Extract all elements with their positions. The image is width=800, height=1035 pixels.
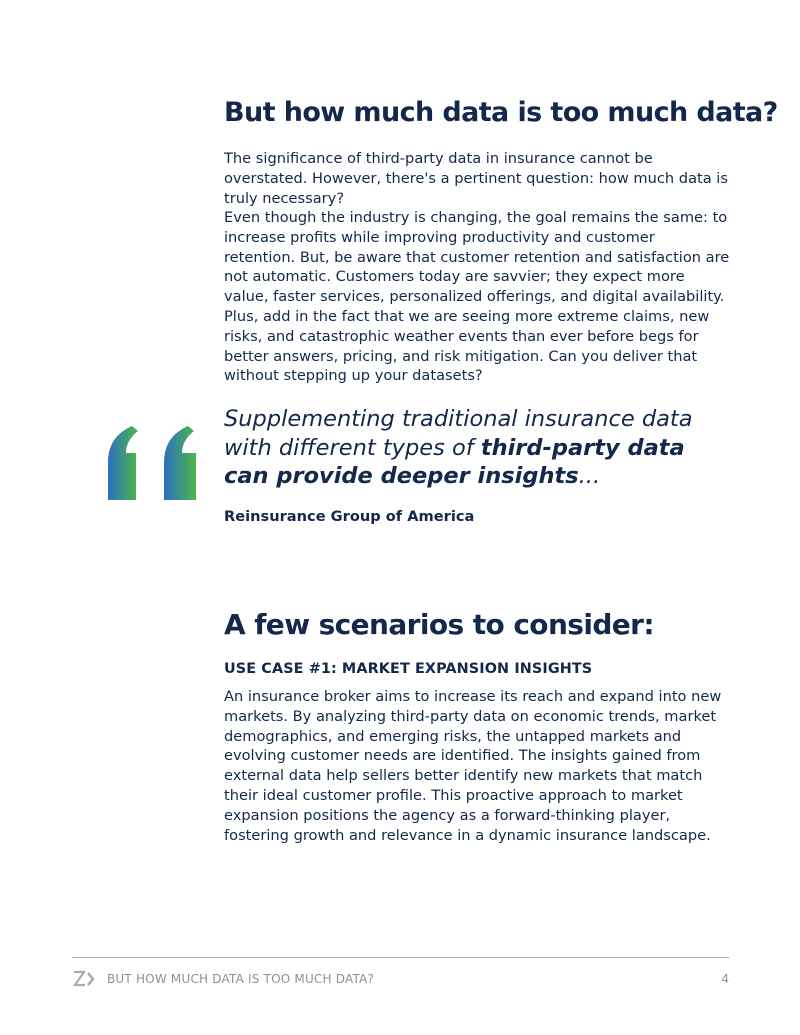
usecase-paragraph: An insurance broker aims to increase its reach and expand into new markets. By analyzing third-party data on economic trends, market demographics, and emerging risks, the untapped markets and evolving customer needs are identified. The insights gained from external data help sellers better identify new markets that match their ideal customer profile. This proactive approach to market expansion positions the agency as a forward-thinking player, fostering growth and relevance in a dynamic insurance landscape. [224,688,722,844]
zywave-logo-icon [72,968,96,990]
footer-running-title: BUT HOW MUCH DATA IS TOO MUCH DATA? [107,972,375,986]
footer-divider [72,957,729,958]
page-number: 4 [721,972,729,986]
quote-source: Reinsurance Group of America [224,507,475,525]
body-paragraph: Even though the industry is changing, the goal remains the same: to increase profits while improving productivity and customer retention. But, be aware that customer retention and satisfaction are not automatic. Customers today are savvier; they expect more value, faster services, personalized offerings, and digital availability. Plus, add in the fact that we are seeing more extreme claims, new risks, and catastrophic weather events than ever before begs for better answers, pricing, and risk mitigation. Can you deliver that without stepping up your datasets? [224,209,730,385]
quote-text-tail: ... [578,463,601,489]
quote-text [224,405,730,491]
section-title: But how much data is too much data? [224,97,778,128]
pull-quote [224,405,730,525]
quote-text-emphasis: third-party data can provide deeper insights [224,434,685,489]
scenarios-title: A few scenarios to consider: [224,608,654,641]
quote-text-plain: Supplementing traditional insurance data with different types of [224,406,693,461]
quote-marks-icon [106,425,200,503]
intro-paragraph: The significance of third-party data in insurance cannot be overstated. However, there's a pertinent question: how much data is truly necessary? [224,150,728,207]
usecase-heading: USE CASE #1: MARKET EXPANSION INSIGHTS [224,661,593,677]
